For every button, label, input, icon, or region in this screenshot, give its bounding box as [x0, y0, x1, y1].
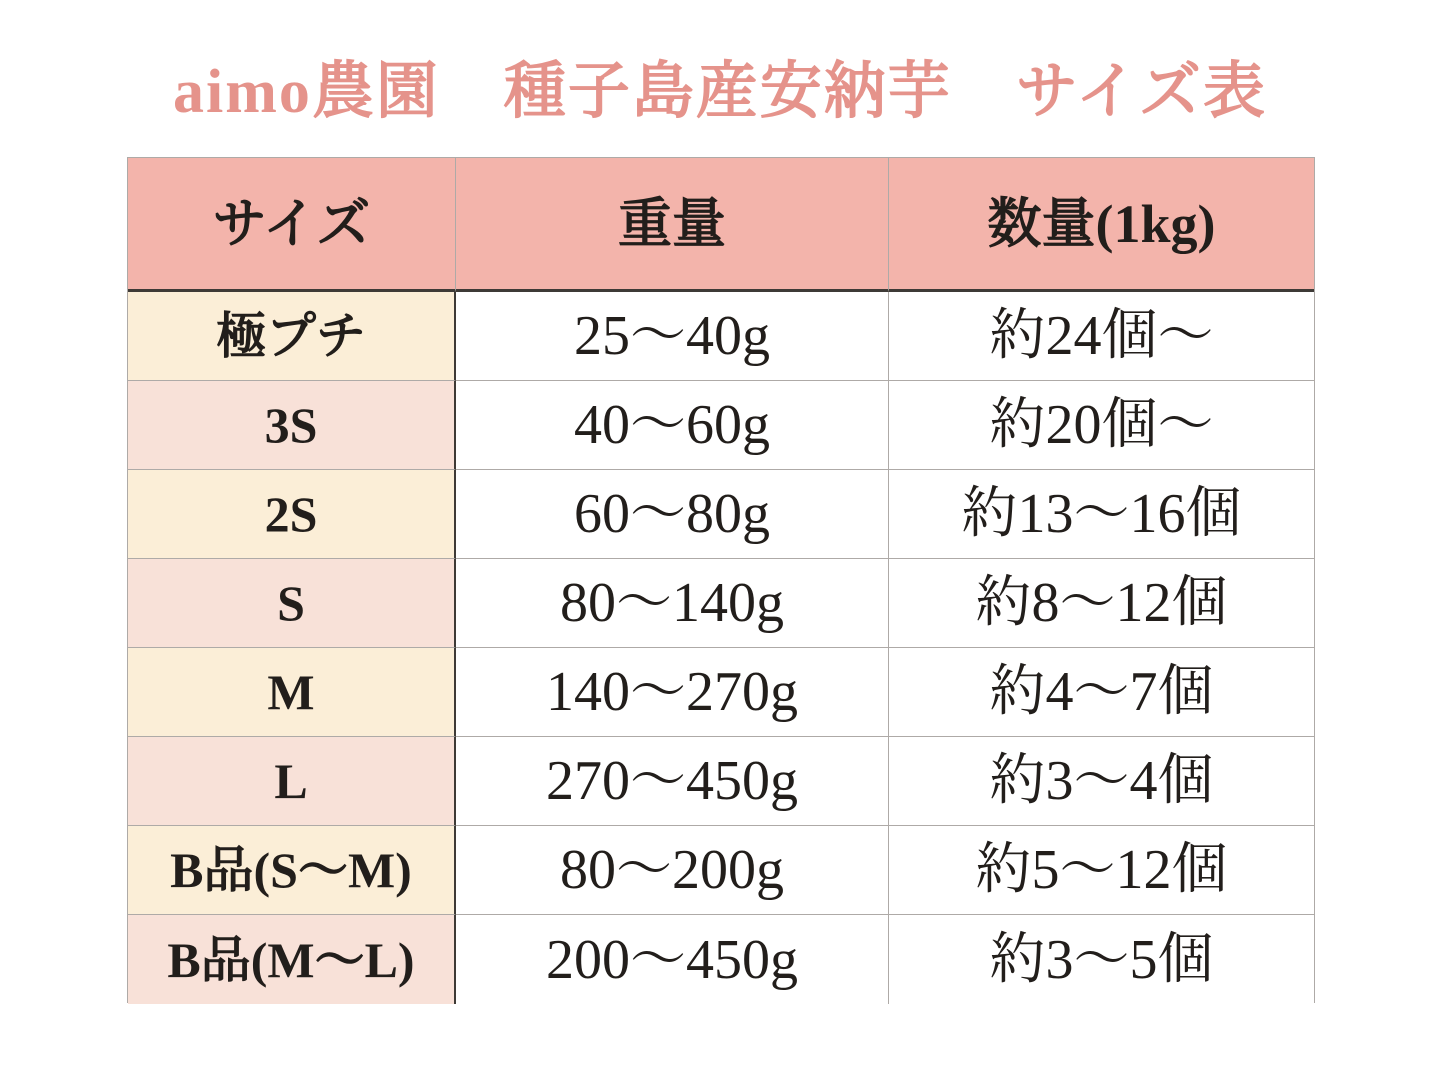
column-header-size: サイズ: [128, 158, 456, 292]
weight-cell: 80〜200g: [456, 826, 889, 915]
weight-cell: 60〜80g: [456, 470, 889, 559]
count-cell: 約3〜5個: [889, 915, 1314, 1004]
count-cell: 約3〜4個: [889, 737, 1314, 826]
count-cell: 約5〜12個: [889, 826, 1314, 915]
weight-cell: 200〜450g: [456, 915, 889, 1004]
size-cell: M: [128, 648, 456, 737]
column-header-count: 数量(1kg): [889, 158, 1314, 292]
size-cell: L: [128, 737, 456, 826]
weight-cell: 40〜60g: [456, 381, 889, 470]
size-cell: B品(M〜L): [128, 915, 456, 1004]
weight-cell: 25〜40g: [456, 292, 889, 381]
size-cell: 3S: [128, 381, 456, 470]
weight-cell: 270〜450g: [456, 737, 889, 826]
count-cell: 約20個〜: [889, 381, 1314, 470]
size-cell: 極プチ: [128, 292, 456, 381]
page-title: aimo農園 種子島産安納芋 サイズ表: [173, 58, 1267, 126]
count-cell: 約8〜12個: [889, 559, 1314, 648]
count-cell: 約13〜16個: [889, 470, 1314, 559]
size-cell: 2S: [128, 470, 456, 559]
weight-cell: 140〜270g: [456, 648, 889, 737]
size-table: [127, 157, 1315, 1003]
count-cell: 約24個〜: [889, 292, 1314, 381]
size-cell: B品(S〜M): [128, 826, 456, 915]
weight-cell: 80〜140g: [456, 559, 889, 648]
count-cell: 約4〜7個: [889, 648, 1314, 737]
column-header-weight: 重量: [456, 158, 889, 292]
size-cell: S: [128, 559, 456, 648]
